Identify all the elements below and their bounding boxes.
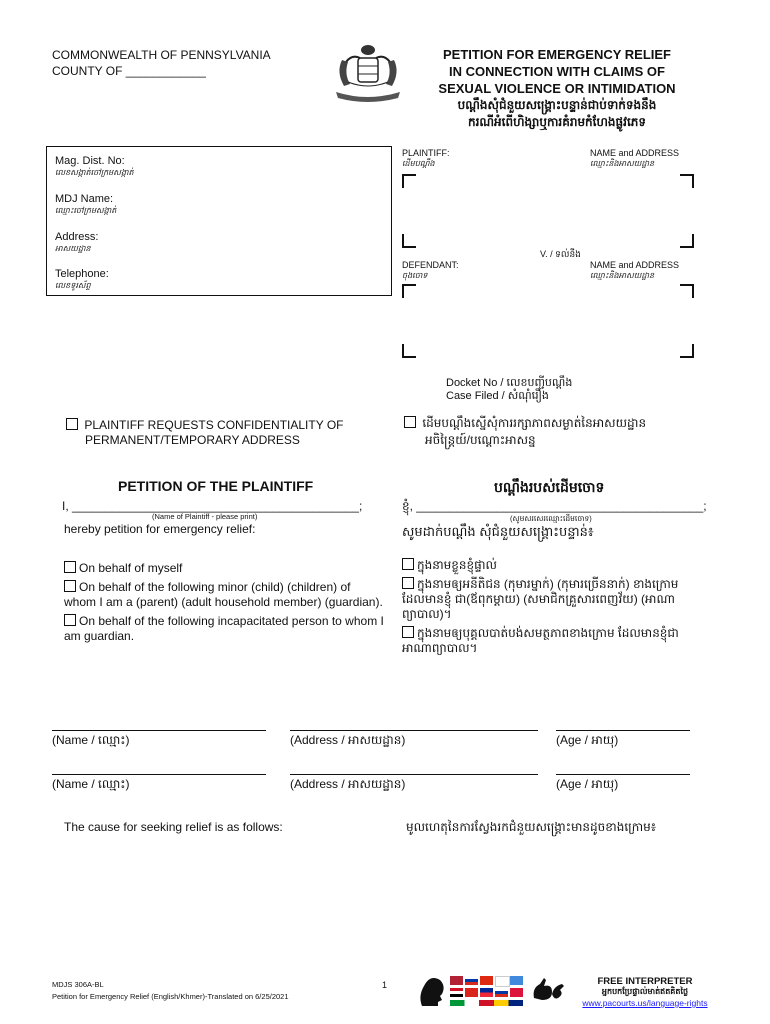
- option-myself-km-label: ក្នុងនាមខ្លួនខ្ញុំផ្ទាល់: [417, 558, 497, 572]
- option-minor-km-label: ក្នុងនាមឲ្យអនីតិជន (កុមារម្នាក់) (កុមារច្រើននាក់) ខាងក្រោម ដែលមានខ្ញុំ ជា(ឪពុកម្តាយ) (សមាជិកគ្រួសារពេញវ័យ) (អាណាព្យាបាល)។: [402, 577, 679, 621]
- language-rights-link[interactable]: www.pacourts.us/language-rights: [582, 998, 708, 1008]
- confidentiality-checkbox[interactable]: [66, 418, 78, 430]
- option-incapacitated-km-checkbox[interactable]: [402, 626, 414, 638]
- confidentiality-en-line1: PLAINTIFF REQUESTS CONFIDENTIALITY OF: [84, 418, 344, 432]
- age-caption: (Age / អាយុ): [556, 733, 619, 747]
- defendant-field-corner: [402, 284, 416, 298]
- option-minor-km-checkbox[interactable]: [402, 577, 414, 589]
- sign-language-hands-icon: [528, 974, 568, 1004]
- plaintiff-field-corner: [680, 174, 694, 188]
- plaintiff-field-corner: [680, 234, 694, 248]
- telephone-label: Telephone:: [55, 268, 109, 280]
- case-filed-label: Case Filed / សំណុំរឿង: [446, 390, 549, 402]
- free-interpreter-label: FREE INTERPRETER: [597, 976, 693, 987]
- plaintiff-name-hint-km: (សូមសរសេរឈ្មោះដើមចោទ): [510, 514, 592, 523]
- name-address-label-2: NAME and ADDRESS: [590, 260, 680, 270]
- docket-no-label: Docket No / លេខបញ្ជីបណ្តឹង: [446, 377, 573, 389]
- mdj-name-label: MDJ Name:: [55, 193, 114, 205]
- confidentiality-km-checkbox[interactable]: [404, 416, 416, 428]
- korea-flag-icon: [495, 976, 510, 987]
- form-id: MDJS 306A-BL: [52, 980, 104, 989]
- china-flag-icon: [480, 976, 493, 985]
- option-incapacitated-checkbox[interactable]: [64, 614, 76, 626]
- title-km-line1: បណ្តឹងសុំជំនួយសង្គ្រោះបន្ទាន់ជាប់ទាក់ទងនឹង: [457, 98, 657, 112]
- option-myself-checkbox[interactable]: [64, 561, 76, 573]
- petition-heading-km: បណ្តឹងរបស់ដើមចោទ: [494, 479, 605, 495]
- pennsylvania-seal-icon: [328, 42, 408, 104]
- defendant-field-corner: [680, 344, 694, 358]
- mag-dist-km: លេខសង្កាត់ចៅក្រមសង្កាត់: [55, 168, 134, 177]
- us-flag-icon: [450, 976, 463, 985]
- name-address-km: ឈ្មោះនិងអាសយដ្ឋាន: [590, 159, 655, 168]
- petition-heading-en: PETITION OF THE PLAINTIFF: [118, 478, 314, 494]
- commonwealth-label: COMMONWEALTH OF PENNSYLVANIA: [52, 48, 271, 62]
- option-myself-label: On behalf of myself: [79, 561, 183, 575]
- defendant-field-corner: [402, 344, 416, 358]
- plaintiff-name-hint: (Name of Plaintiff - please print): [152, 512, 258, 521]
- county-label: COUNTY OF ____________: [52, 64, 206, 78]
- option-incapacitated-label: On behalf of the following incapacitated person to whom I am guardian.: [64, 614, 384, 643]
- flag-strip-icon: [450, 1000, 523, 1006]
- plaintiff-name-line[interactable]: I, ___________________________________________;: [62, 499, 363, 513]
- confidentiality-en-line2: PERMANENT/TEMPORARY ADDRESS: [85, 433, 300, 447]
- plaintiff-km: ដើមបណ្តឹង: [402, 159, 435, 168]
- plaintiff-name-line-km[interactable]: ខ្ញុំ, ___________________________________________;: [402, 499, 707, 513]
- title-en-line2: IN CONNECTION WITH CLAIMS OF: [449, 64, 665, 79]
- address-line[interactable]: [290, 774, 538, 775]
- name-line[interactable]: [52, 730, 266, 731]
- cause-label-km: មូលហេតុនៃការស្វែងរកជំនួយសង្គ្រោះមានដូចខាងក្រោម៖: [406, 820, 657, 834]
- defendant-field-corner: [680, 284, 694, 298]
- option-incapacitated-km-label: ក្នុងនាមឲ្យបុគ្គលបាត់បង់សមត្ថភាពខាងក្រោម ដែលមានខ្ញុំជាអាណាព្យាបាល។: [402, 626, 679, 655]
- russia-flag-icon: [465, 976, 478, 985]
- option-minor-checkbox[interactable]: [64, 580, 76, 592]
- plaintiff-label: PLAINTIFF:: [402, 148, 450, 158]
- plaintiff-field-corner: [402, 234, 416, 248]
- page-number: 1: [382, 980, 388, 990]
- name-address-km-2: ឈ្មោះនិងអាសយដ្ឋាន: [590, 271, 655, 280]
- defendant-name-address-field[interactable]: [416, 298, 678, 342]
- name-line[interactable]: [52, 774, 266, 775]
- flag-icon: [495, 988, 508, 997]
- defendant-km: ចុងចោទ: [402, 271, 428, 280]
- somalia-flag-icon: [510, 976, 523, 985]
- mag-dist-label: Mag. Dist. No:: [55, 155, 125, 167]
- free-interpreter-km: អ្នកបកប្រែផ្ទាល់មាត់ឥតគិតថ្លៃ: [601, 987, 689, 996]
- title-km-line2: ករណីអំពើហិង្សាឬការគំរាមកំហែងផ្លូវភេទ: [467, 115, 646, 129]
- egypt-flag-icon: [450, 988, 463, 997]
- telephone-km: លេខទូរស័ព្ទ: [55, 281, 91, 290]
- court-info-box: [46, 146, 392, 296]
- nepal-flag-icon: [510, 988, 523, 997]
- address-label: Address:: [55, 231, 99, 243]
- plaintiff-field-corner: [402, 174, 416, 188]
- form-description: Petition for Emergency Relief (English/Khmer)-Translated on 6/25/2021: [52, 992, 289, 1001]
- title-en-line3: SEXUAL VIOLENCE OR INTIMIDATION: [438, 81, 676, 96]
- speaking-head-icon: [414, 972, 446, 1008]
- option-minor-label: On behalf of the following minor (child) (children) of whom I am a (parent) (adult household member) (guardian).: [64, 580, 383, 609]
- mdj-name-km: ឈ្មោះចៅក្រមសង្កាត់: [55, 206, 117, 215]
- defendant-label: DEFENDANT:: [402, 260, 459, 270]
- address-line[interactable]: [290, 730, 538, 731]
- address-caption: (Address / អាសយដ្ឋាន): [290, 733, 406, 747]
- age-caption: (Age / អាយុ): [556, 777, 619, 791]
- confidentiality-km-line1: ដើមបណ្តឹងស្នើសុំការរក្សាភាពសម្ងាត់នៃអាសយដ្ឋាន: [422, 416, 647, 430]
- versus-label: V. / ទល់នឹង: [540, 249, 581, 259]
- address-km: អាសយដ្ឋាន: [55, 244, 91, 253]
- age-line[interactable]: [556, 730, 690, 731]
- vietnam-flag-icon: [465, 988, 478, 997]
- plaintiff-name-address-field[interactable]: [416, 188, 678, 232]
- name-address-label: NAME and ADDRESS: [590, 148, 680, 158]
- hereby-petition-km: សូមដាក់បណ្តឹង សុំជំនួយសង្គ្រោះបន្ទាន់៖: [402, 524, 594, 539]
- option-myself-km-checkbox[interactable]: [402, 558, 414, 570]
- age-line[interactable]: [556, 774, 690, 775]
- haiti-flag-icon: [480, 988, 493, 997]
- address-caption: (Address / អាសយដ្ឋាន): [290, 777, 406, 791]
- cause-label-en: The cause for seeking relief is as follows:: [64, 820, 283, 834]
- confidentiality-km-line2: អចិន្ត្រៃយ៍/បណ្តោះអាសន្ន: [425, 433, 536, 447]
- name-caption: (Name / ឈ្មោះ): [52, 733, 130, 747]
- name-caption: (Name / ឈ្មោះ): [52, 777, 130, 791]
- hereby-petition-text: hereby petition for emergency relief:: [64, 522, 256, 536]
- title-en-line1: PETITION FOR EMERGENCY RELIEF: [442, 47, 671, 62]
